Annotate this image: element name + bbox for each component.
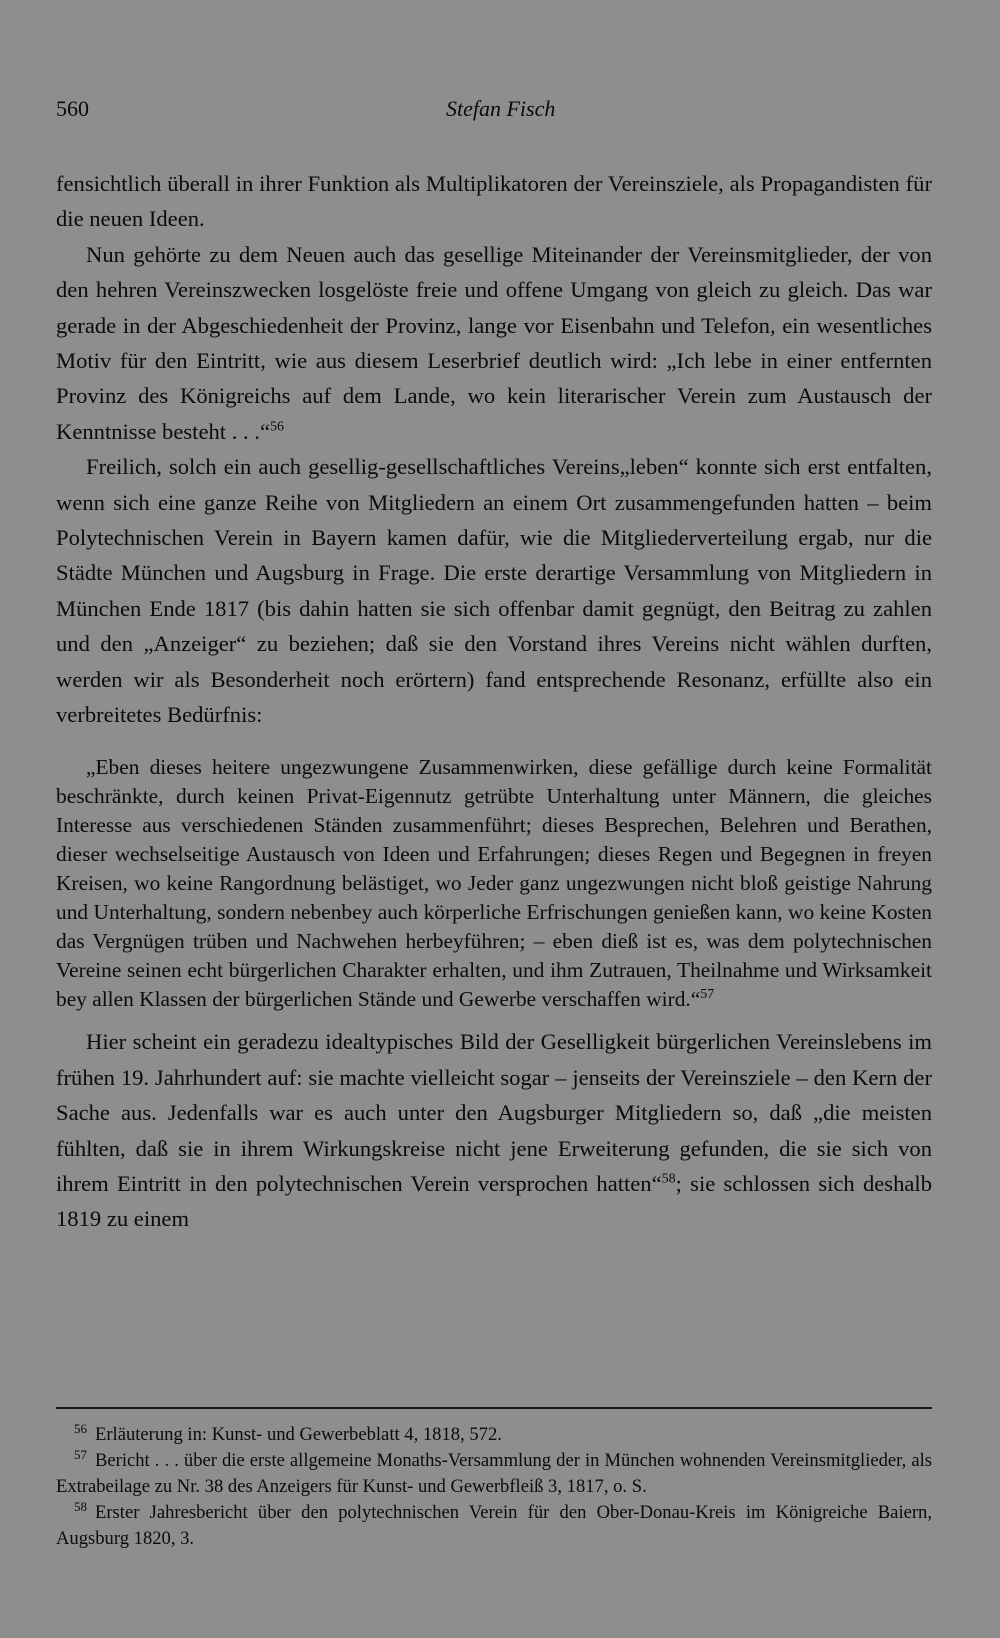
paragraph-4-continuation: ; sie schlossen sich deshalb 1819 zu einem xyxy=(56,1170,932,1232)
running-head-author: Stefan Fisch xyxy=(446,96,556,121)
footnote-number: 56 xyxy=(74,1420,87,1436)
paragraph-4-text: Hier scheint ein geradezu idealtypisches Bild der Geselligkeit bürgerlichen Vereinslebens im frühen 19. Jahrhundert auf: sie machte vielleicht sogar – jenseits der Vereinsziele – den Kern der Sache aus. Jedenfalls war es auch unter den Augsburger Mitgliedern so, daß „die meisten fühlten, daß sie in ihrem Wirkungskreise nicht jene Erweiterung gefunden, die sie sich von ihrem Eintritt in den polytechnischen Verein versprochen hatten“ xyxy=(56,1029,932,1196)
page-number: 560 xyxy=(56,96,89,121)
footnote-text: Erster Jahresbericht über den polytechnischen Verein für den Ober-Donau-Kreis im Königreiche Baiern, Augsburg 1820, 3. xyxy=(56,1502,932,1549)
paragraph-3: Freilich, solch ein auch gesellig-gesellschaftliches Vereins„leben“ konnte sich erst entfalten, wenn sich eine ganze Reihe von Mitgliedern an einem Ort zusammengefunden hatten – beim Polytechnischen Verein in Bayern kamen dafür, wie die Mitgliederverteilung ergab, nur die Städte München und Augsburg in Frage. Die erste derartige Versammlung von Mitgliedern in München Ende 1817 (bis dahin hatten sie sich offenbar damit gegnügt, den Beitrag zu zahlen und den „Anzeiger“ zu beziehen; daß sie den Vorstand ihres Vereins nicht wählen durften, werden wir als Besonderheit noch erörtern) fand entsprechende Resonanz, erfüllte also ein verbreitetes Bedürfnis: xyxy=(56,454,932,728)
footnote-ref-58[interactable]: 58 xyxy=(661,1171,676,1187)
footnote-number: 57 xyxy=(74,1446,87,1462)
block-quote xyxy=(56,753,932,1015)
block-quote-text xyxy=(56,753,932,1015)
footnotes xyxy=(56,1422,932,1552)
block-quote-body: „Eben dieses heitere ungezwungene Zusammenwirken, diese gefällige durch keine Formalität beschränkte, durch keinen Privat-Eigennutz getrübte Unterhaltung unter Männern, die gleiches Interesse aus verschiedenen Ständen zusammenführt; dieses Besprechen, Belehren und Berathen, dieser wechselseitige Austausch von Ideen und Erfahrungen; dieses Regen und Begegnen in freyen Kreisen, wo keine Rangordnung belästiget, wo Jeder ganz ungezwungen nicht bloß geistige Nahrung und Unterhaltung, sondern nebenbey auch körperliche Erfrischungen genießen kann, wo keine Kosten das Vergnügen trüben und Nachwehen herbeyführen; – eben dieß ist es, was dem polytechnischen Vereine seinen echt bürgerlichen Charakter erhalten, und ihm Zutrauen, Theilnahme und Wirksamkeit bey allen Klassen der bürgerlichen Stände und Gewerbe verschaffen wird.“ xyxy=(56,754,932,1012)
footnote-text: Bericht . . . über die erste allgemeine Monaths-Versammlung der in München wohnenden Vereinsmitglieder, als Extrabeilage zu Nr. 38 des Anzeigers für Kunst- und Gewerbfleiß 3, 1817, o. S. xyxy=(56,1450,932,1497)
body-text xyxy=(56,166,932,1237)
paragraph-2-text: Nun gehörte zu dem Neuen auch das gesellige Miteinander der Vereinsmitglieder, der von den hehren Vereinszwecken losgelöste freie und offene Umgang von gleich zu gleich. Das war gerade in der Abgeschiedenheit der Provinz, lange vor Eisenbahn und Telefon, ein wesentliches Motiv für den Eintritt, wie aus diesem Leserbrief deutlich wird: „Ich lebe in einer entfernten Provinz des Königreichs auf dem Lande, wo kein literarischer Verein zum Austausch der Kenntnisse besteht . . .“ xyxy=(56,241,932,444)
footnote-ref-56[interactable]: 56 xyxy=(269,419,284,435)
footnote-number: 58 xyxy=(74,1498,87,1514)
footnote-57 xyxy=(56,1448,932,1500)
paragraph-1: fensichtlich überall in ihrer Funktion als Multiplikatoren der Vereinsziele, als Propagandisten für die neuen Ideen. xyxy=(56,171,932,232)
footnote-56 xyxy=(56,1422,932,1448)
paragraph-4 xyxy=(56,1024,932,1236)
footnote-58 xyxy=(56,1500,932,1552)
paragraph-2 xyxy=(56,237,932,449)
page-header xyxy=(56,96,932,128)
footnote-ref-57[interactable]: 57 xyxy=(700,987,715,1003)
footnote-text: Erläuterung in: Kunst- und Gewerbeblatt 4, 1818, 572. xyxy=(95,1424,502,1445)
footnote-divider xyxy=(56,1407,932,1409)
